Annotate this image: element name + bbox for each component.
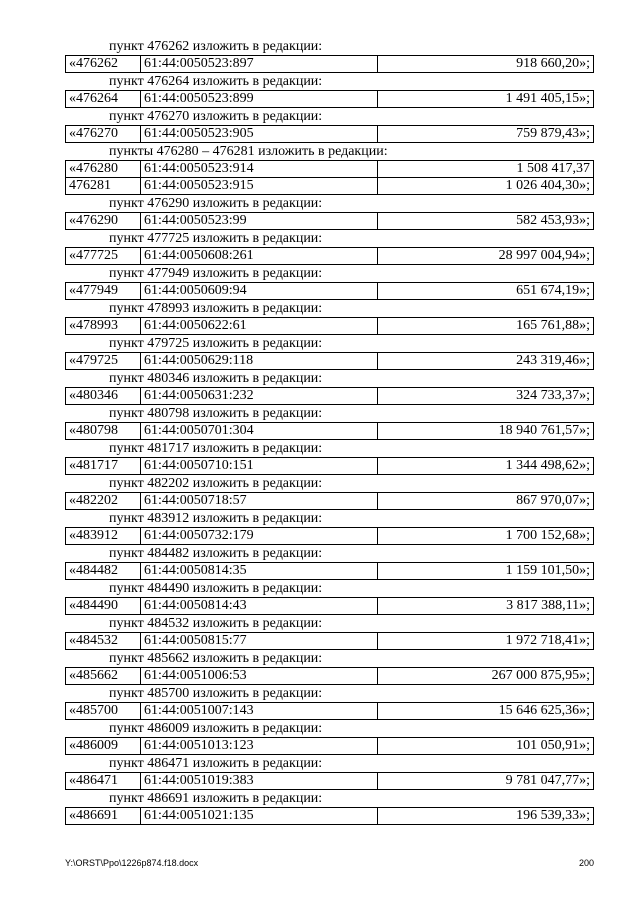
table-row [66, 248, 594, 265]
cadastral-number: 61:44:0050732:179 [141, 528, 378, 545]
section-heading: пункт 477949 изложить в редакции: [109, 266, 323, 281]
table-row [66, 738, 594, 755]
entry-number: «480346 [66, 388, 141, 405]
table-row [66, 423, 594, 440]
cadastral-value: 582 453,93»; [378, 213, 594, 230]
cadastral-value: 1 508 417,37 [378, 161, 594, 178]
entry-number: «484490 [66, 598, 141, 615]
table-row [66, 91, 594, 108]
entry-table [65, 282, 594, 300]
cadastral-number: 61:44:0051007:143 [141, 703, 378, 720]
entry-table [65, 667, 594, 685]
cadastral-number: 61:44:0050814:35 [141, 563, 378, 580]
entry-table [65, 737, 594, 755]
cadastral-number: 61:44:0050523:899 [141, 91, 378, 108]
page-number: 200 [578, 858, 594, 868]
cadastral-value: 1 159 101,50»; [378, 563, 594, 580]
entry-table [65, 125, 594, 143]
cadastral-number: 61:44:0050814:43 [141, 598, 378, 615]
entry-table [65, 597, 594, 615]
entry-table [65, 422, 594, 440]
entry-number: «484532 [66, 633, 141, 650]
cadastral-number: 61:44:0051013:123 [141, 738, 378, 755]
cadastral-value: 28 997 004,94»; [378, 248, 594, 265]
section-heading: пункт 476290 изложить в редакции: [109, 196, 323, 211]
entry-table [65, 632, 594, 650]
entry-table [65, 160, 594, 195]
cadastral-number: 61:44:0050523:99 [141, 213, 378, 230]
entry-number: «481717 [66, 458, 141, 475]
entry-table [65, 492, 594, 510]
table-row [66, 563, 594, 580]
cadastral-value: 3 817 388,11»; [378, 598, 594, 615]
entry-table [65, 317, 594, 335]
table-row [66, 126, 594, 143]
table-row [66, 353, 594, 370]
entry-table [65, 807, 594, 825]
section-heading: пункт 484490 изложить в редакции: [109, 581, 323, 596]
section-heading: пункт 481717 изложить в редакции: [109, 441, 323, 456]
cadastral-value: 267 000 875,95»; [378, 668, 594, 685]
cadastral-value: 15 646 625,36»; [378, 703, 594, 720]
cadastral-number: 61:44:0050629:118 [141, 353, 378, 370]
cadastral-value: 101 050,91»; [378, 738, 594, 755]
section-heading: пункт 476264 изложить в редакции: [109, 74, 323, 89]
cadastral-number: 61:44:0050523:897 [141, 56, 378, 73]
section-heading: пункты 476280 – 476281 изложить в редакции: [109, 144, 388, 159]
entry-number: «486471 [66, 773, 141, 790]
table-row [66, 528, 594, 545]
entry-table [65, 772, 594, 790]
cadastral-value: 243 319,46»; [378, 353, 594, 370]
entry-table [65, 352, 594, 370]
cadastral-value: 918 660,20»; [378, 56, 594, 73]
cadastral-value: 1 344 498,62»; [378, 458, 594, 475]
cadastral-number: 61:44:0050710:151 [141, 458, 378, 475]
cadastral-number: 61:44:0050701:304 [141, 423, 378, 440]
cadastral-number: 61:44:0050622:61 [141, 318, 378, 335]
entry-table [65, 387, 594, 405]
table-row [66, 213, 594, 230]
cadastral-number: 61:44:0050523:905 [141, 126, 378, 143]
entry-table [65, 457, 594, 475]
entry-number: «485700 [66, 703, 141, 720]
table-row [66, 668, 594, 685]
entry-table [65, 702, 594, 720]
cadastral-number: 61:44:0050523:915 [141, 178, 378, 195]
cadastral-number: 61:44:0051006:53 [141, 668, 378, 685]
table-row [66, 773, 594, 790]
table-row [66, 633, 594, 650]
entry-number: «482202 [66, 493, 141, 510]
cadastral-value: 165 761,88»; [378, 318, 594, 335]
section-heading: пункт 485700 изложить в редакции: [109, 686, 323, 701]
table-row [66, 598, 594, 615]
section-heading: пункт 486009 изложить в редакции: [109, 721, 323, 736]
section-heading: пункт 484532 изложить в редакции: [109, 616, 323, 631]
table-row [66, 56, 594, 73]
cadastral-value: 1 700 152,68»; [378, 528, 594, 545]
cadastral-value: 196 539,33»; [378, 808, 594, 825]
entry-number: «476290 [66, 213, 141, 230]
entry-number: «476264 [66, 91, 141, 108]
cadastral-number: 61:44:0051021:135 [141, 808, 378, 825]
section-heading: пункт 486691 изложить в редакции: [109, 791, 323, 806]
section-heading: пункт 485662 изложить в редакции: [109, 651, 323, 666]
entry-number: «485662 [66, 668, 141, 685]
entry-number: «478993 [66, 318, 141, 335]
entry-number: «476270 [66, 126, 141, 143]
table-row [66, 388, 594, 405]
table-row [66, 161, 594, 178]
entry-table [65, 55, 594, 73]
entry-number: «479725 [66, 353, 141, 370]
table-row [66, 283, 594, 300]
cadastral-value: 324 733,37»; [378, 388, 594, 405]
cadastral-number: 61:44:0051019:383 [141, 773, 378, 790]
entry-table [65, 527, 594, 545]
cadastral-number: 61:44:0050815:77 [141, 633, 378, 650]
section-heading: пункт 476262 изложить в редакции: [109, 39, 323, 54]
section-heading: пункт 482202 изложить в редакции: [109, 476, 323, 491]
entry-table [65, 247, 594, 265]
cadastral-value: 1 972 718,41»; [378, 633, 594, 650]
table-row [66, 318, 594, 335]
section-heading: пункт 483912 изложить в редакции: [109, 511, 323, 526]
cadastral-number: 61:44:0050631:232 [141, 388, 378, 405]
cadastral-value: 9 781 047,77»; [378, 773, 594, 790]
entry-table [65, 212, 594, 230]
section-heading: пункт 477725 изложить в редакции: [109, 231, 323, 246]
entry-number: «486009 [66, 738, 141, 755]
table-row [66, 493, 594, 510]
cadastral-value: 1 026 404,30»; [378, 178, 594, 195]
entry-number: «477725 [66, 248, 141, 265]
entry-table [65, 90, 594, 108]
cadastral-number: 61:44:0050608:261 [141, 248, 378, 265]
cadastral-number: 61:44:0050718:57 [141, 493, 378, 510]
entry-number: «476262 [66, 56, 141, 73]
cadastral-value: 1 491 405,15»; [378, 91, 594, 108]
entry-number: «483912 [66, 528, 141, 545]
cadastral-number: 61:44:0050523:914 [141, 161, 378, 178]
cadastral-value: 759 879,43»; [378, 126, 594, 143]
entry-number: «480798 [66, 423, 141, 440]
table-row [66, 808, 594, 825]
section-heading: пункт 476270 изложить в редакции: [109, 109, 323, 124]
section-heading: пункт 480346 изложить в редакции: [109, 371, 323, 386]
entry-number: 476281 [66, 178, 141, 195]
section-heading: пункт 479725 изложить в редакции: [109, 336, 323, 351]
table-row [66, 458, 594, 475]
cadastral-value: 867 970,07»; [378, 493, 594, 510]
section-heading: пункт 478993 изложить в редакции: [109, 301, 323, 316]
section-heading: пункт 484482 изложить в редакции: [109, 546, 323, 561]
entry-number: «484482 [66, 563, 141, 580]
table-row [66, 703, 594, 720]
entry-table [65, 562, 594, 580]
entry-number: «477949 [66, 283, 141, 300]
table-row [66, 178, 594, 195]
cadastral-value: 18 940 761,57»; [378, 423, 594, 440]
file-path: Y:\ORST\Ppo\1226p874.f18.docx [65, 858, 199, 868]
entry-number: «486691 [66, 808, 141, 825]
cadastral-value: 651 674,19»; [378, 283, 594, 300]
section-heading: пункт 480798 изложить в редакции: [109, 406, 323, 421]
entry-number: «476280 [66, 161, 141, 178]
document-body [65, 38, 594, 825]
section-heading: пункт 486471 изложить в редакции: [109, 756, 323, 771]
cadastral-number: 61:44:0050609:94 [141, 283, 378, 300]
